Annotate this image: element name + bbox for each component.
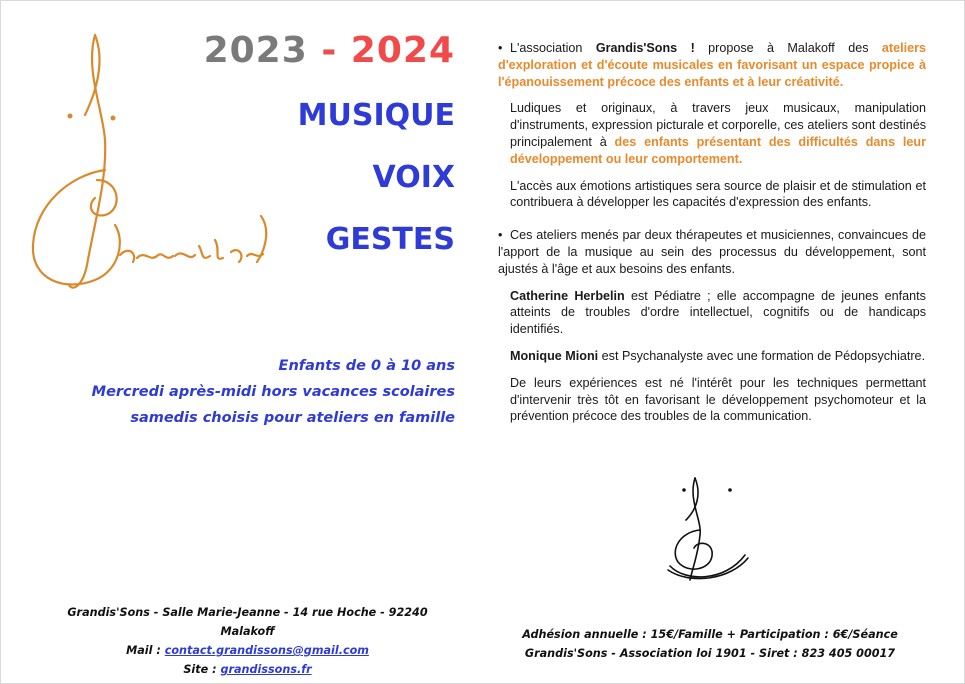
info-age: Enfants de 0 à 10 ans: [278, 358, 455, 374]
description-column: [498, 40, 926, 435]
footer-site-line: [40, 660, 455, 679]
therapists-text: Ces ateliers menés par deux thérapeutes et musiciennes, convaincues de l'apport de la musique au sein des processus du développement, sont ajustés à l'âge et aux besoins des enfants.: [498, 228, 926, 276]
intro-highlight: ateliers d'exploration et d'écoute musicales en favorisant un espace propice à l'épanouissement précoce des enfants et à leur créativité.: [498, 41, 926, 89]
info-family: samedis choisis pour ateliers en famille: [130, 410, 455, 426]
site-link[interactable]: grandissons.fr: [220, 663, 312, 676]
intro-text: L'association: [510, 41, 596, 55]
intro-text-2: propose à Malakoff des: [694, 41, 882, 55]
bullet-icon: •: [498, 228, 503, 243]
title-gestes: GESTES: [325, 222, 455, 257]
site-label: Site :: [183, 663, 221, 676]
footer-address: Grandis'Sons - Salle Marie-Jeanne - 14 rue Hoche - 92240 Malakoff: [67, 606, 428, 638]
school-year: [204, 30, 455, 71]
paragraph-herbelin: [510, 288, 926, 338]
year-separator: -: [307, 30, 351, 71]
mail-link[interactable]: contact.grandissons@gmail.com: [164, 644, 369, 657]
footer-legal: Grandis'Sons - Association loi 1901 - Siret : 823 405 00017: [524, 647, 896, 660]
footer-adhesion: Adhésion annuelle : 15€/Famille + Participation : 6€/Séance: [522, 628, 898, 641]
mioni-text: est Psychanalyste avec une formation de Pédopsychiatre.: [598, 348, 926, 363]
paragraph-experience: De leurs expériences est né l'intérêt pour les techniques permettant d'intervenir très tôt en favorisant le développement psychomoteur et la prévention précoce des troubles de la communication.: [510, 375, 926, 424]
paragraph-mioni: [510, 348, 926, 365]
footer-contact: [40, 603, 455, 679]
therapist-name-herbelin: Catherine Herbelin: [510, 288, 625, 303]
paragraph-intro: [498, 40, 926, 90]
title-musique: MUSIQUE: [297, 98, 455, 133]
association-name: Grandis'Sons !: [595, 41, 695, 55]
footer-membership: [500, 625, 920, 663]
info-schedule: Mercredi après-midi hors vacances scolaires: [91, 384, 455, 400]
herbelin-text: est Pédiatre ; elle accompagne de jeunes enfants atteints de troubles d'ordre intellectuel, cognitifs ou de handicaps identifiés.: [510, 288, 926, 337]
footer-mail-line: [40, 641, 455, 660]
mail-label: Mail :: [126, 644, 165, 657]
paragraph-therapists: [498, 227, 926, 277]
signature-clef-icon: [640, 470, 760, 590]
paragraph-emotions: L'accès aux émotions artistiques sera source de plaisir et de stimulation et contribuera à développer les capacités d'expression des enfants.: [510, 178, 926, 210]
year-end: 2024: [350, 30, 455, 71]
activities-highlight: des enfants présentant des difficultés dans leur développement ou leur comportement.: [510, 134, 926, 166]
therapist-name-mioni: Monique Mioni: [510, 348, 599, 363]
activities-text: Ludiques et originaux, à travers jeux musicaux, manipulation d'instruments, expression picturale et corporelle, ces ateliers sont destinés principalement à: [510, 101, 926, 149]
paragraph-activities: [510, 100, 926, 167]
bullet-icon: •: [498, 41, 503, 55]
year-start: 2023: [203, 30, 308, 71]
title-voix: VOIX: [372, 160, 455, 195]
